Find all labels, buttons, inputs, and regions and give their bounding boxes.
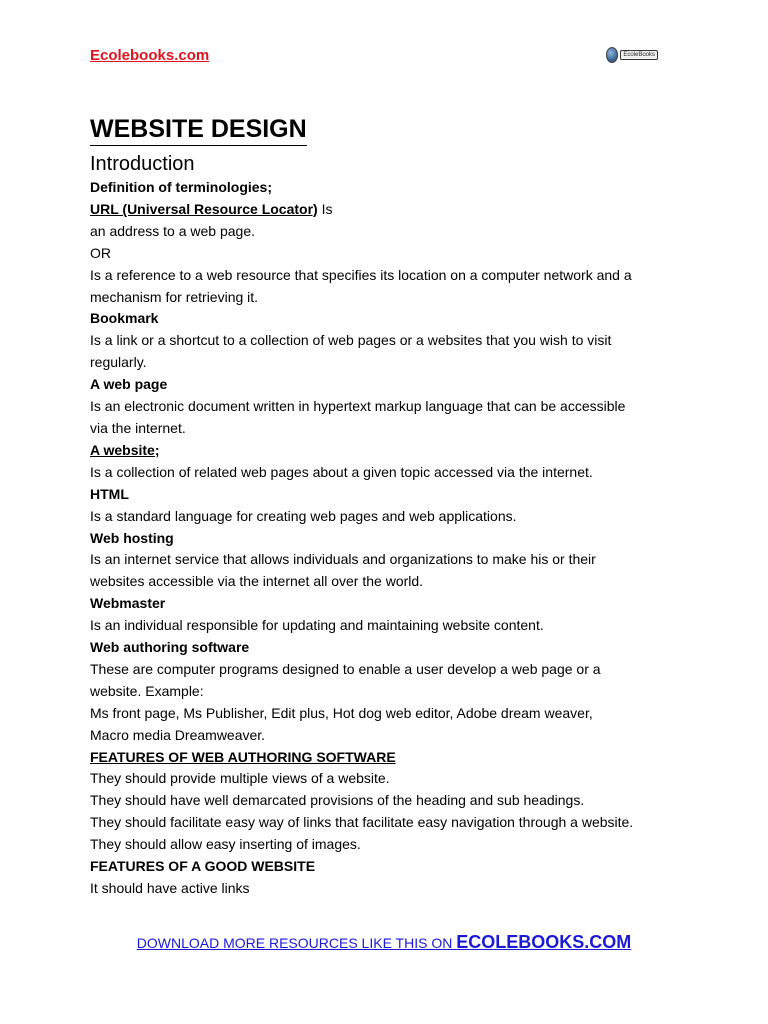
footer-download-link[interactable]: [136, 932, 632, 952]
web-hosting-definition-1: Is an internet service that allows individuals and organizations to make his or their: [90, 551, 596, 568]
html-definition: Is a standard language for creating web pages and web applications.: [90, 507, 517, 524]
definition-heading: Definition of terminologies;: [90, 179, 272, 195]
feature-item: They should allow easy inserting of images.: [90, 836, 361, 853]
url-definition-2b: mechanism for retrieving it.: [90, 288, 259, 305]
good-website-first-item: It should have active links: [90, 880, 250, 896]
webpage-definition-1: Is an electronic document written in hypertext markup language that can be accessible: [90, 398, 626, 415]
bookmark-definition-1: Is a link or a shortcut to a collection of web pages or a websites that you wish to visit: [90, 332, 612, 349]
website-definition: Is a collection of related web pages about a given topic accessed via the internet.: [90, 463, 593, 480]
url-term-line: [90, 199, 690, 221]
webmaster-term: Webmaster: [90, 595, 166, 612]
feature-item: They should provide multiple views of a website.: [90, 770, 390, 787]
features-heading: FEATURES OF WEB AUTHORING SOFTWARE: [90, 748, 396, 765]
feature-item: They should have well demarcated provisions of the heading and sub headings.: [90, 792, 585, 809]
web-hosting-term: Web hosting: [90, 529, 174, 546]
website-term: A website;: [90, 441, 160, 458]
authoring-software-term: Web authoring software: [90, 639, 250, 656]
bookmark-definition-2: regularly.: [90, 354, 147, 371]
authoring-definition-1: These are computer programs designed to enable a user develop a web page or a: [90, 660, 601, 677]
section-heading-introduction: Introduction: [90, 153, 195, 175]
url-is: Is: [317, 200, 333, 217]
webpage-term: A web page: [90, 376, 168, 393]
or-text: OR: [90, 244, 111, 261]
globe-icon: [606, 47, 618, 63]
footer-site: ECOLEBOOKS.COM: [456, 932, 632, 952]
web-hosting-definition-2: websites accessible via the internet all over the world.: [90, 573, 424, 590]
authoring-examples-1: Ms front page, Ms Publisher, Edit plus, Hot dog web editor, Adobe dream weaver,: [90, 704, 593, 721]
document-body: [90, 113, 690, 900]
footer-prefix: DOWNLOAD MORE RESOURCES LIKE THIS ON: [136, 935, 457, 951]
ecolebooks-logo: [606, 46, 658, 64]
url-term: URL (Universal Resource Locator): [90, 200, 318, 217]
good-website-heading: FEATURES OF A GOOD WEBSITE: [90, 858, 316, 875]
webpage-definition-2: via the internet.: [90, 419, 186, 436]
logo-text: EcoleBooks: [620, 50, 658, 60]
authoring-definition-2: website. Example:: [90, 682, 204, 699]
authoring-examples-2: Macro media Dreamweaver.: [90, 726, 266, 743]
html-term: HTML: [90, 485, 129, 502]
header-site-link[interactable]: Ecolebooks.com: [90, 47, 210, 64]
bookmark-term: Bookmark: [90, 310, 159, 327]
feature-item: They should facilitate easy way of links that facilitate easy navigation through a website.: [90, 814, 634, 831]
webmaster-definition: Is an individual responsible for updating and maintaining website content.: [90, 617, 544, 634]
url-definition-1: an address to a web page.: [90, 222, 256, 239]
footer: [0, 932, 768, 953]
page-title: WEBSITE DESIGN: [90, 113, 307, 146]
url-definition-2: Is a reference to a web resource that specifies its location on a computer network and a: [90, 266, 632, 283]
